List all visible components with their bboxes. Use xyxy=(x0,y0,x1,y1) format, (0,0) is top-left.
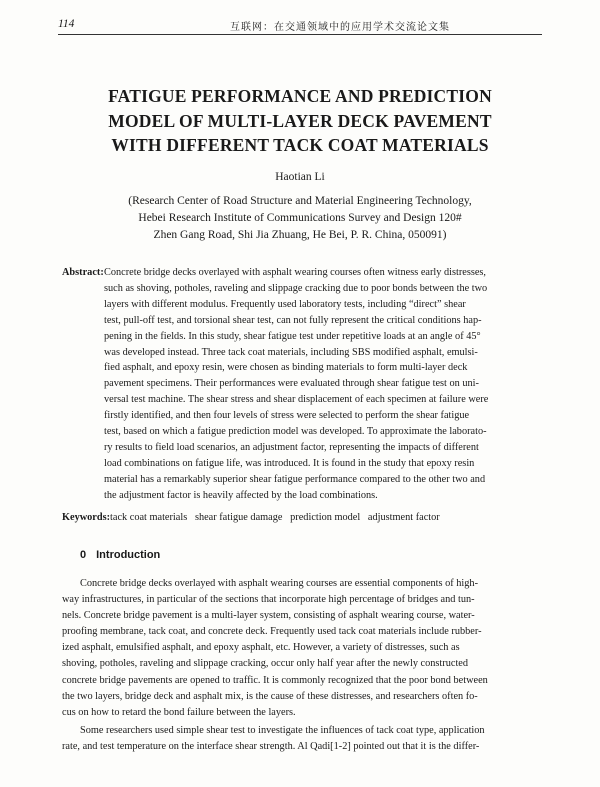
body-line: way infrastructures, in particular of the sections that incorporate high percentage of bridges and tun- xyxy=(62,594,475,606)
keywords-text: tack coat materials shear fatigue damage prediction model adjustment factor xyxy=(110,512,440,523)
title-line: MODEL OF MULTI-LAYER DECK PAVEMENT xyxy=(108,110,492,131)
abstract-line: the adjustment factor is heavily affected by the load combinations. xyxy=(104,489,378,501)
journal-title: 互联网：在交通领域中的应用学术交流论文集 xyxy=(230,22,450,33)
abstract-line: was developed instead. Three tack coat materials, including SBS modified asphalt, emulsi- xyxy=(104,346,478,358)
abstract-line: material has a remarkably superior shear fatigue performance compared to the other two and xyxy=(104,473,486,485)
body-line: concrete bridge pavements are opened to traffic. It is commonly recognized that the poor bond between xyxy=(62,674,488,686)
running-head xyxy=(58,16,542,35)
abstract-line: firstly identified, and then four levels of stress were selected to perform the shear fatigue xyxy=(104,410,470,422)
title-line: WITH DIFFERENT TACK COAT MATERIALS xyxy=(111,135,489,155)
abstract-line: load combinations on fatigue life, was introduced. It is found in the study that epoxy resin xyxy=(104,457,475,469)
affiliation-line: (Research Center of Road Structure and Material Engineering Technology, xyxy=(128,195,472,207)
author-name: Haotian Li xyxy=(275,171,325,183)
abstract-line: Concrete bridge decks overlayed with asphalt wearing courses often witness early distresses, xyxy=(104,267,487,278)
page-number: 114 xyxy=(58,18,75,30)
section-heading xyxy=(80,549,160,561)
keywords-label: Keywords: xyxy=(62,512,111,523)
abstract xyxy=(62,265,542,504)
section-title: Introduction xyxy=(96,549,161,561)
body-line: proofing membrane, tack coat, and concrete deck. Frequently used tack coat materials include rubber- xyxy=(62,626,482,638)
introduction-body xyxy=(62,576,542,755)
title-line: FATIGUE PERFORMANCE AND PREDICTION xyxy=(108,86,492,106)
paper-title xyxy=(40,84,560,158)
body-line: cus on how to retard the bond failure between the layers. xyxy=(62,706,296,718)
abstract-label: Abstract: xyxy=(62,267,104,278)
section-number: 0 xyxy=(80,549,87,561)
body-line: the two layers, bridge deck and asphalt mix, is the cause of these distresses, and researchers often fo- xyxy=(62,690,478,702)
body-line: Some researchers used simple shear test to investigate the influences of tack coat type, application xyxy=(80,724,485,736)
abstract-line: test, based on which a fatigue prediction model was developed. To approximate the laborato- xyxy=(104,426,487,438)
abstract-line: such as shoving, potholes, raveling and slippage cracking due to poor bonds between the two xyxy=(104,282,488,294)
abstract-line: pening in the fields. In this study, shear fatigue test under repetitive loads at an angle of 45° xyxy=(104,330,481,342)
affiliation-line: Zhen Gang Road, Shi Jia Zhuang, He Bei, P. R. China, 050091) xyxy=(153,229,447,241)
abstract-line: test, pull-off test, and torsional shear test, can not fully represent the critical conditions hap- xyxy=(104,314,482,326)
body-line: ized asphalt, emulsified asphalt, and epoxy asphalt, etc. However, a variety of distresses, such as xyxy=(62,642,460,654)
abstract-line: layers with different modulus. Frequently used laboratory tests, including “direct” shear xyxy=(104,298,466,310)
keywords xyxy=(62,512,542,523)
body-line: nels. Concrete bridge pavement is a multi-layer system, consisting of asphalt wearing course, water- xyxy=(62,610,475,622)
abstract-line: pavement specimens. Their performances were evaluated through shear fatigue test on uni- xyxy=(104,378,479,390)
abstract-line: versal test machine. The shear stress and shear displacement of each specimen at failure were xyxy=(104,394,489,406)
body-line: shoving, potholes, raveling and slippage cracking, occur only half year after the newly constructed xyxy=(62,658,469,670)
abstract-line: ry results to field load scenarios, an adjustment factor, representing the impacts of different xyxy=(104,441,479,453)
body-line: Concrete bridge decks overlayed with asphalt wearing courses are essential components of high- xyxy=(80,578,479,589)
abstract-line: fied asphalt, and epoxy resin, were chosen as binding materials to form multi-layer deck xyxy=(104,362,468,374)
body-line: rate, and test temperature on the interface shear strength. Al Qadi[1-2] pointed out that it is the differ- xyxy=(62,740,480,752)
affiliation xyxy=(40,193,560,244)
affiliation-line: Hebei Research Institute of Communications Survey and Design 120# xyxy=(138,212,462,224)
